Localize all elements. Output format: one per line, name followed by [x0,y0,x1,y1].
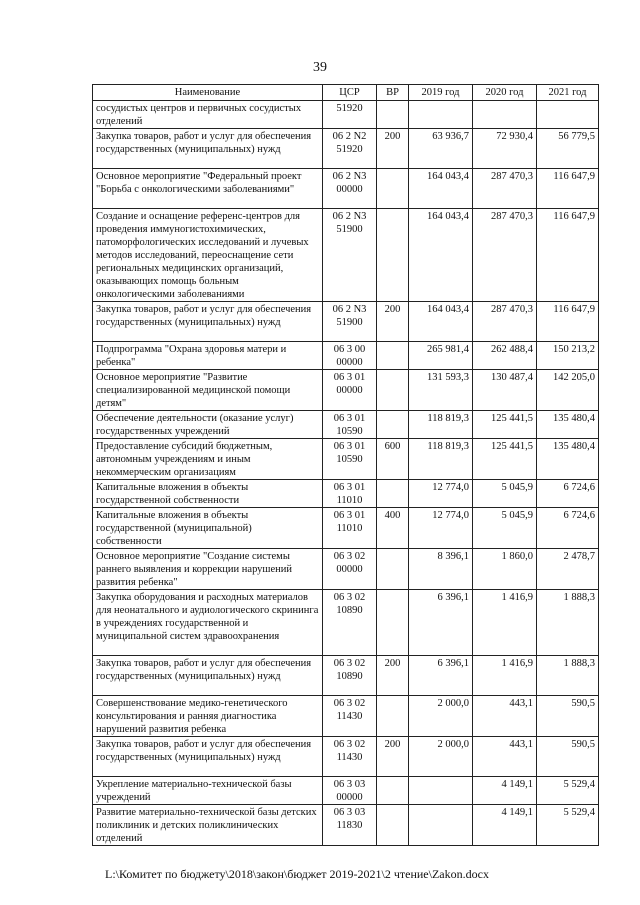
cell-csr: 06 3 02 10890 [323,590,377,656]
header-2019: 2019 год [409,85,473,101]
header-2020: 2020 год [473,85,537,101]
cell-2019: 6 396,1 [409,656,473,696]
cell-2021: 5 529,4 [537,805,599,846]
cell-name: Закупка товаров, работ и услуг для обеспечения государственных (муниципальных) нужд [93,302,323,342]
cell-2020: 4 149,1 [473,805,537,846]
cell-name: Предоставление субсидий бюджетным, автономным учреждениям и иным некоммерческим организациям [93,439,323,480]
cell-csr: 06 2 N2 51920 [323,129,377,169]
cell-2019: 118 819,3 [409,439,473,480]
cell-csr: 06 3 00 00000 [323,342,377,370]
cell-2019: 164 043,4 [409,169,473,209]
cell-2021: 135 480,4 [537,439,599,480]
cell-vr [377,169,409,209]
table-row [93,370,599,411]
cell-2021: 116 647,9 [537,302,599,342]
table-row [93,169,599,209]
table-row [93,696,599,737]
cell-name: Закупка товаров, работ и услуг для обеспечения государственных (муниципальных) нужд [93,737,323,777]
cell-name: Подпрограмма "Охрана здоровья матери и ребенка" [93,342,323,370]
cell-name: Основное мероприятие "Создание системы раннего выявления и коррекции нарушений развития ребенка" [93,549,323,590]
file-path-footer: L:\Комитет по бюджету\2018\закон\бюджет 2019-2021\2 чтение\Zakon.docx [105,867,489,881]
table-row [93,302,599,342]
cell-vr [377,590,409,656]
cell-2021: 135 480,4 [537,411,599,439]
cell-2020: 287 470,3 [473,169,537,209]
cell-csr: 06 3 03 11830 [323,805,377,846]
cell-2020: 72 930,4 [473,129,537,169]
cell-csr: 06 3 03 00000 [323,777,377,805]
cell-2020: 1 416,9 [473,590,537,656]
cell-2020: 1 860,0 [473,549,537,590]
cell-vr [377,777,409,805]
cell-2021: 2 478,7 [537,549,599,590]
cell-2020: 262 488,4 [473,342,537,370]
table-row [93,411,599,439]
cell-name: Совершенствование медико-генетического консультирования и ранняя диагностика нарушений развития ребенка [93,696,323,737]
cell-2021 [537,101,599,129]
cell-vr [377,370,409,411]
cell-2021: 590,5 [537,737,599,777]
cell-csr: 06 3 02 00000 [323,549,377,590]
table-row [93,777,599,805]
table-row [93,656,599,696]
header-name: Наименование [93,85,323,101]
cell-name: Основное мероприятие "Федеральный проект "Борьба с онкологическими заболеваниями" [93,169,323,209]
cell-csr: 06 2 N3 00000 [323,169,377,209]
cell-2021: 590,5 [537,696,599,737]
cell-name: Закупка товаров, работ и услуг для обеспечения государственных (муниципальных) нужд [93,656,323,696]
cell-name: Создание и оснащение референс-центров для проведения иммуногистохимических, патоморфологических исследований и лучевых методов исследований, переоснащение сети региональных медицинских организаций, оказывающих помощь больным онкологическими заболеваниями [93,209,323,302]
cell-2019: 164 043,4 [409,209,473,302]
cell-vr [377,549,409,590]
table-row [93,209,599,302]
cell-2020: 4 149,1 [473,777,537,805]
cell-2019: 63 936,7 [409,129,473,169]
cell-2021: 6 724,6 [537,480,599,508]
header-row [93,85,599,101]
cell-2021: 1 888,3 [537,590,599,656]
table-row [93,439,599,480]
cell-vr: 200 [377,737,409,777]
cell-2021: 1 888,3 [537,656,599,696]
table-row [93,342,599,370]
cell-2020: 443,1 [473,696,537,737]
cell-vr: 600 [377,439,409,480]
cell-csr: 06 3 02 11430 [323,737,377,777]
cell-2019: 2 000,0 [409,696,473,737]
cell-name: Укрепление материально-технической базы учреждений [93,777,323,805]
cell-vr [377,411,409,439]
cell-2021: 116 647,9 [537,169,599,209]
table-row [93,737,599,777]
cell-2021: 5 529,4 [537,777,599,805]
cell-vr: 200 [377,129,409,169]
cell-name: Основное мероприятие "Развитие специализированной медицинской помощи детям" [93,370,323,411]
cell-2019 [409,805,473,846]
cell-2019: 131 593,3 [409,370,473,411]
header-2021: 2021 год [537,85,599,101]
cell-2019: 12 774,0 [409,508,473,549]
cell-2019: 118 819,3 [409,411,473,439]
table-row [93,805,599,846]
cell-vr [377,805,409,846]
cell-2020: 443,1 [473,737,537,777]
cell-name: Капитальные вложения в объекты государственной (муниципальной) собственности [93,508,323,549]
cell-vr [377,696,409,737]
cell-2021: 56 779,5 [537,129,599,169]
cell-vr [377,342,409,370]
cell-2020 [473,101,537,129]
cell-name: Развитие материально-технической базы детских поликлиник и детских поликлинических отделений [93,805,323,846]
cell-2020: 287 470,3 [473,302,537,342]
table-row [93,549,599,590]
cell-vr: 400 [377,508,409,549]
cell-2019: 2 000,0 [409,737,473,777]
cell-2021: 6 724,6 [537,508,599,549]
cell-2020: 1 416,9 [473,656,537,696]
cell-name: Закупка товаров, работ и услуг для обеспечения государственных (муниципальных) нужд [93,129,323,169]
cell-2020: 287 470,3 [473,209,537,302]
budget-table [92,84,599,846]
cell-vr: 200 [377,302,409,342]
cell-2019 [409,777,473,805]
cell-csr: 06 3 02 10890 [323,656,377,696]
cell-csr: 06 3 01 10590 [323,439,377,480]
cell-name: Закупка оборудования и расходных материалов для неонатального и аудиологического скрининга в учреждениях государственной и муниципальной систем здравоохранения [93,590,323,656]
cell-csr: 06 3 02 11430 [323,696,377,737]
cell-vr [377,101,409,129]
table-row [93,590,599,656]
cell-vr [377,209,409,302]
cell-2019: 8 396,1 [409,549,473,590]
cell-2019: 164 043,4 [409,302,473,342]
cell-2020: 5 045,9 [473,480,537,508]
cell-2021: 142 205,0 [537,370,599,411]
page-number: 39 [313,60,327,75]
cell-name: сосудистых центров и первичных сосудистых отделений [93,101,323,129]
cell-csr: 06 2 N3 51900 [323,302,377,342]
cell-2019: 265 981,4 [409,342,473,370]
cell-name: Капитальные вложения в объекты государственной собственности [93,480,323,508]
cell-csr: 06 3 01 00000 [323,370,377,411]
header-vr: ВР [377,85,409,101]
cell-csr: 06 2 N3 51900 [323,209,377,302]
cell-2019: 6 396,1 [409,590,473,656]
cell-2020: 125 441,5 [473,411,537,439]
cell-vr: 200 [377,656,409,696]
cell-csr: 06 3 01 10590 [323,411,377,439]
cell-2020: 5 045,9 [473,508,537,549]
header-csr: ЦСР [323,85,377,101]
cell-2019: 12 774,0 [409,480,473,508]
cell-2021: 150 213,2 [537,342,599,370]
cell-name: Обеспечение деятельности (оказание услуг) государственных учреждений [93,411,323,439]
cell-2020: 125 441,5 [473,439,537,480]
table-row [93,480,599,508]
table-row [93,101,599,129]
table-row [93,129,599,169]
table-row [93,508,599,549]
cell-2020: 130 487,4 [473,370,537,411]
cell-2021: 116 647,9 [537,209,599,302]
cell-csr: 06 3 01 11010 [323,480,377,508]
cell-2019 [409,101,473,129]
cell-csr: 51920 [323,101,377,129]
cell-vr [377,480,409,508]
cell-csr: 06 3 01 11010 [323,508,377,549]
